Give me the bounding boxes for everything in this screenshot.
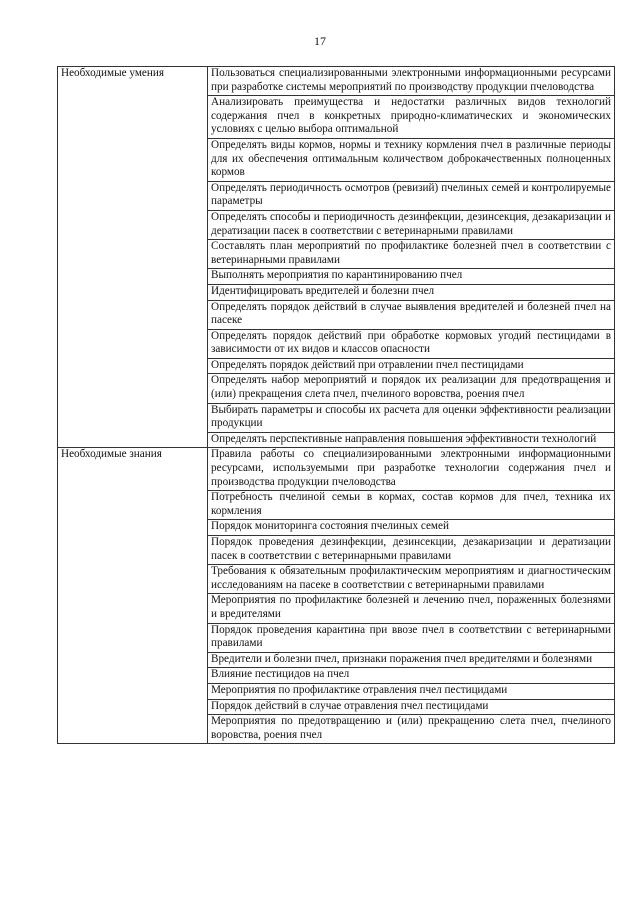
knowledge-item: Порядок мониторинга состояния пчелиных семей — [208, 520, 615, 536]
knowledge-item: Мероприятия по профилактике отравления пчел пестицидами — [208, 683, 615, 699]
knowledge-item: Требования к обязательным профилактическим мероприятиям и диагностическим исследованиям на пасеке в соответствии с ветеринарными правилами — [208, 565, 615, 594]
page-number: 17 — [314, 34, 326, 48]
skills-item: Определять порядок действий в случае выявления вредителей и болезней пчел на пасеке — [208, 300, 615, 329]
requirements-table — [57, 66, 615, 744]
knowledge-label: Необходимые знания — [58, 448, 208, 744]
skills-item: Определять виды кормов, нормы и технику кормления пчел в различные периоды для их обеспечения оптимальным количеством доброкачественных полноценных кормов — [208, 138, 615, 181]
knowledge-item: Мероприятия по профилактике болезней и лечению пчел, пораженных болезнями и вредителями — [208, 594, 615, 623]
skills-item: Определять перспективные направления повышения эффективности технологий — [208, 432, 615, 448]
knowledge-item: Вредители и болезни пчел, признаки поражения пчел вредителями и болезнями — [208, 652, 615, 668]
skills-item: Выбирать параметры и способы их расчета для оценки эффективности реализации продукции — [208, 403, 615, 432]
knowledge-item: Порядок действий в случае отравления пчел пестицидами — [208, 699, 615, 715]
requirements-table-body — [58, 67, 615, 744]
knowledge-item: Порядок проведения дезинфекции, дезинсекции, дезакаризации и дератизации пасек в соответствии с ветеринарными правилами — [208, 536, 615, 565]
skills-item: Идентифицировать вредителей и болезни пчел — [208, 284, 615, 300]
skills-item: Выполнять мероприятия по карантинированию пчел — [208, 269, 615, 285]
skills-item: Определять периодичность осмотров (ревизий) пчелиных семей и контролируемые параметры — [208, 181, 615, 210]
skills-item: Определять набор мероприятий и порядок их реализации для предотвращения и (или) прекращения слета пчел, пчелиного воровства, роения пчел — [208, 374, 615, 403]
skills-item: Определять порядок действий при отравлении пчел пестицидами — [208, 358, 615, 374]
skills-item: Пользоваться специализированными электронными информационными ресурсами при разработке системы мероприятий по производству продукции пчеловодства — [208, 67, 615, 96]
skills-item: Определять порядок действий при обработке кормовых угодий пестицидами в зависимости от их видов и классов опасности — [208, 329, 615, 358]
skills-item: Анализировать преимущества и недостатки различных видов технологий содержания пчел в конкретных природно-климатических и экономических условиях с целью выбора оптимальной — [208, 96, 615, 139]
skills-item: Составлять план мероприятий по профилактике болезней пчел в соответствии с ветеринарными правилами — [208, 240, 615, 269]
knowledge-item: Потребность пчелиной семьи в кормах, состав кормов для пчел, техника их кормления — [208, 491, 615, 520]
skills-item: Определять способы и периодичность дезинфекции, дезинсекция, дезакаризации и дератизации пасек в соответствии с ветеринарными правилами — [208, 210, 615, 239]
knowledge-item: Влияние пестицидов на пчел — [208, 668, 615, 684]
knowledge-item: Порядок проведения карантина при ввозе пчел в соответствии с ветеринарными правилами — [208, 623, 615, 652]
knowledge-row — [58, 448, 615, 491]
skills-row — [58, 67, 615, 96]
skills-label: Необходимые умения — [58, 67, 208, 448]
knowledge-item: Мероприятия по предотвращению и (или) прекращению слета пчел, пчелиного воровства, роения пчел — [208, 715, 615, 744]
knowledge-item: Правила работы со специализированными электронными информационными ресурсами, используемыми при разработке технологии содержания пчел и производства продукции пчеловодства — [208, 448, 615, 491]
